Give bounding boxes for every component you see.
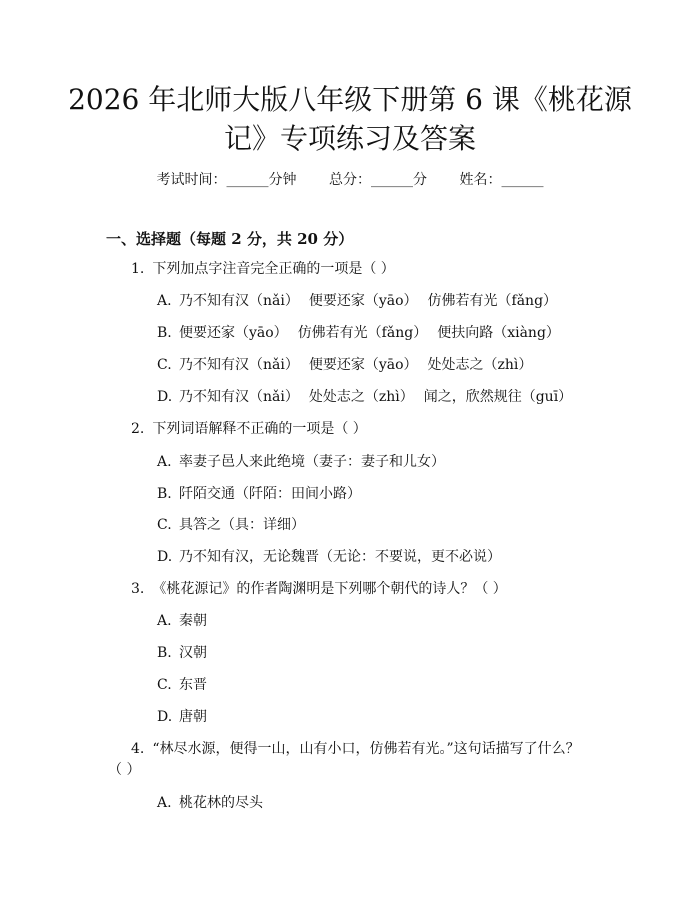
option-part: 乃不知有汉（nǎi） — [179, 389, 299, 405]
exam-name-label: 姓名： — [459, 172, 502, 188]
exam-meta — [0, 170, 700, 190]
option-3d — [157, 707, 207, 727]
option-1a — [157, 291, 557, 311]
option-label: B. — [157, 325, 172, 341]
option-label: C. — [157, 517, 172, 533]
option-label: C. — [157, 677, 172, 693]
option-part: 便要还家（yāo） — [308, 293, 418, 309]
option-part: 便要还家（yāo） — [308, 357, 418, 373]
option-label: C. — [157, 357, 172, 373]
option-text: 东晋 — [179, 677, 207, 693]
option-1b — [157, 323, 560, 343]
option-3c — [157, 675, 207, 695]
option-part: 仿佛若有光（fǎng） — [297, 325, 428, 341]
option-label: A. — [157, 293, 172, 309]
option-part: 乃不知有汉（nǎi） — [179, 357, 299, 373]
exam-time-unit: 分钟 — [268, 172, 297, 188]
question-4-continuation: （ ） — [108, 762, 141, 778]
exam-score — [329, 172, 431, 188]
exam-time-label: 考试时间： — [156, 172, 227, 188]
option-4a — [157, 793, 263, 813]
section-heading: 一、选择题（每题 2 分，共 20 分） — [106, 230, 354, 248]
option-text: 率妻子邑人来此绝境（妻子：妻子和儿女） — [179, 454, 445, 470]
option-part: 便扶向路（xiàng） — [437, 325, 560, 341]
option-2d — [157, 547, 501, 567]
question-stem: 下列词语解释不正确的一项是（ ） — [152, 421, 367, 437]
option-text: 唐朝 — [179, 709, 207, 725]
question-3 — [131, 579, 507, 599]
option-part: 便要还家（yāo） — [179, 325, 288, 341]
exam-time-blank: ______ — [226, 172, 269, 188]
option-text: 阡陌交通（阡陌：田间小路） — [179, 486, 361, 502]
option-part: 处处志之（zhì） — [308, 389, 414, 405]
exam-name-blank: ______ — [501, 172, 544, 188]
option-text: 乃不知有汉，无论魏晋（无论：不要说，更不必说） — [179, 549, 501, 565]
option-1d — [157, 387, 572, 407]
option-label: D. — [157, 709, 173, 725]
question-stem: 下列加点字注音完全正确的一项是（ ） — [152, 261, 395, 277]
exam-score-unit: 分 — [413, 172, 427, 188]
question-number: 3. — [131, 581, 145, 597]
option-label: D. — [157, 389, 173, 405]
option-2a — [157, 452, 445, 472]
option-1c — [157, 355, 532, 375]
option-part: 仿佛若有光（fǎng） — [427, 293, 558, 309]
exam-time — [157, 172, 301, 188]
question-1 — [131, 259, 395, 279]
question-stem: 《桃花源记》的作者陶渊明是下列哪个朝代的诗人？（ ） — [152, 581, 507, 597]
document-title-line2: 记》专项练习及答案 — [223, 122, 476, 155]
option-label: A. — [157, 454, 172, 470]
exam-name — [459, 172, 543, 188]
question-number: 4. — [131, 741, 145, 757]
option-part: 处处志之（zhì） — [427, 357, 533, 373]
option-part: 闻之，欣然规往（guī） — [423, 389, 573, 405]
option-text: 秦朝 — [179, 613, 207, 629]
option-text: 汉朝 — [179, 645, 207, 661]
option-text: 桃花林的尽头 — [179, 795, 263, 811]
option-2c — [157, 515, 305, 535]
exam-score-blank: ______ — [371, 172, 413, 188]
question-4 — [131, 739, 580, 759]
option-part: 乃不知有汉（nǎi） — [179, 293, 299, 309]
question-number: 2. — [131, 421, 145, 437]
option-3a — [157, 611, 207, 631]
option-label: A. — [157, 613, 172, 629]
question-number: 1. — [131, 261, 145, 277]
document-title-line1: 2026 年北师大版八年级下册第 6 课《桃花源 — [68, 83, 632, 116]
option-3b — [157, 643, 207, 663]
question-stem: “林尽水源，便得一山，山有小口，仿佛若有光。”这句话描写了什么？ — [152, 741, 580, 757]
option-label: B. — [157, 645, 172, 661]
question-2 — [131, 419, 367, 439]
option-label: A. — [157, 795, 172, 811]
exam-score-label: 总分： — [329, 172, 371, 188]
option-label: D. — [157, 549, 173, 565]
option-label: B. — [157, 486, 172, 502]
option-text: 具答之（具：详细） — [179, 517, 305, 533]
option-2b — [157, 484, 361, 504]
